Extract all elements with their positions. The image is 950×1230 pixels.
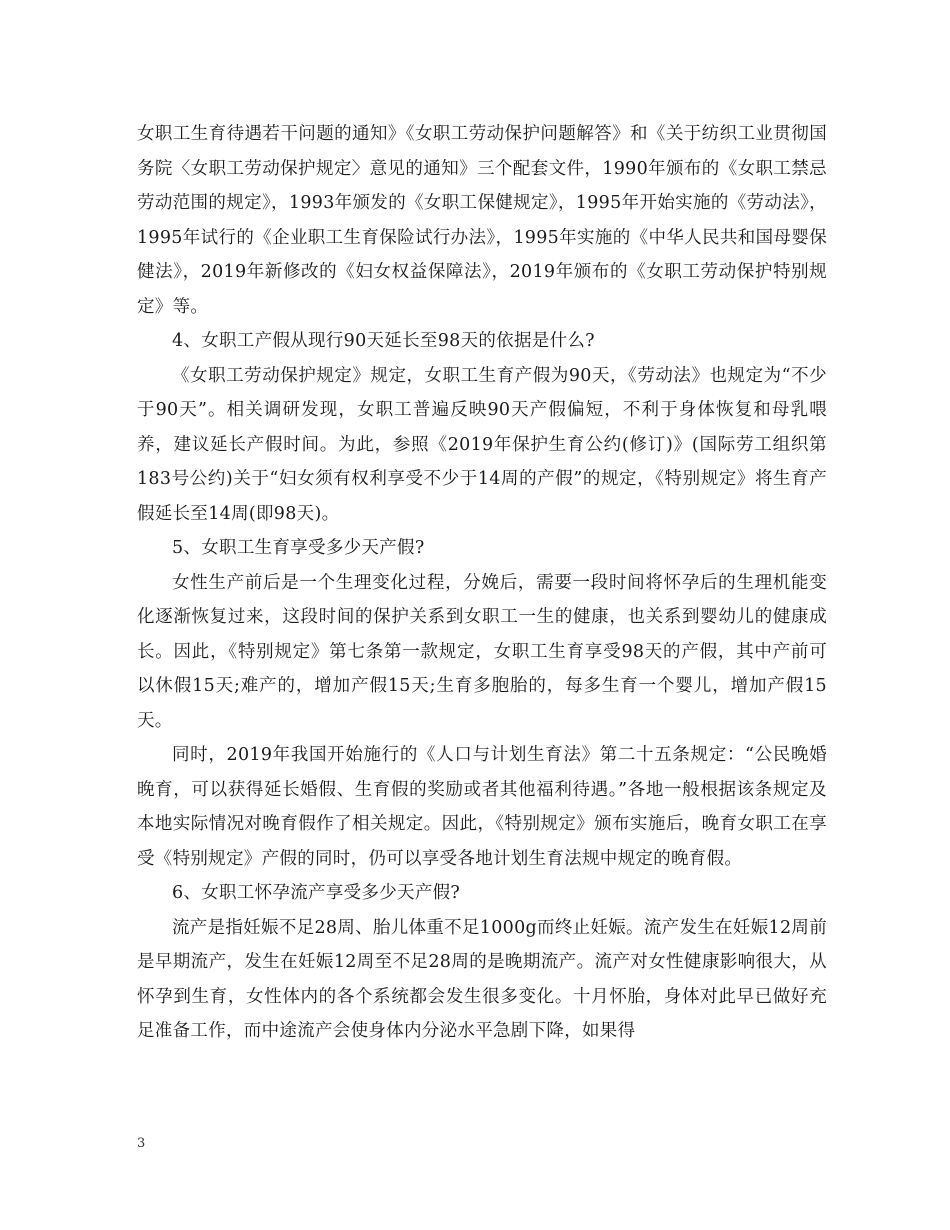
page-number: 3 xyxy=(137,1136,146,1151)
paragraph-miscarriage-leave: 流产是指妊娠不足28周、胎儿体重不足1000g而终止妊娠。流产发生在妊娠12周前是早期流产，发生在妊娠12周至不足28周的是晚期流产。流产对女性健康影响很大，从怀孕到生育，女性体内的各个系统都会发生很多变化。十月怀胎，身体对此早已做好充足准备工作，而中途流产会使身体内分泌水平急剧下降，如果得 xyxy=(137,917,827,1041)
paragraph-continuation: 女职工生育待遇若干问题的通知》《女职工劳动保护问题解答》和《关于纺织工业贯彻国务院〈女职工劳动保护规定〉意见的通知》三个配套文件，1990年颁布的《女职工禁忌劳动范围的规定》，1993年颁发的《女职工保健规定》，1995年开始实施的《劳动法》，1995年试行的《企业职工生育保险试行办法》，1995年实施的《中华人民共和国母婴保健法》，2019年新修改的《妇女权益保障法》，2019年颁布的《女职工劳动保护特别规定》等。 xyxy=(137,124,827,317)
section-heading-5: 5、女职工生育享受多少天产假? xyxy=(172,538,425,558)
document-body xyxy=(137,117,827,1049)
paragraph-maternity-leave-days: 女性生产前后是一个生理变化过程，分娩后，需要一段时间将怀孕后的生理机能变化逐渐恢复过来，这段时间的保护关系到女职工一生的健康，也关系到婴幼儿的健康成长。因此，《特别规定》第七条第一款规定，女职工生育享受98天的产假，其中产前可以休假15天;难产的，增加产假15天;生育多胞胎的，每多生育一个婴儿，增加产假15天。 xyxy=(137,572,827,731)
paragraph-maternity-leave-basis: 《女职工劳动保护规定》规定，女职工生育产假为90天，《劳动法》也规定为“不少于90天”。相关调研发现，女职工普遍反映90天产假偏短，不利于身体恢复和母乳喂养，建议延长产假时间。为此，参照《2019年保护生育公约(修订)》(国际劳工组织第183号公约)关于“妇女须有权利享受不少于14周的产假”的规定，《特别规定》将生育产假延长至14周(即98天)。 xyxy=(137,365,827,524)
section-heading-4: 4、女职工产假从现行90天延长至98天的依据是什么? xyxy=(172,331,595,351)
paragraph-late-childbirth-leave: 同时，2019年我国开始施行的《人口与计划生育法》第二十五条规定：“公民晚婚晚育，可以获得延长婚假、生育假的奖励或者其他福利待遇。”各地一般根据该条规定及本地实际情况对晚育假作了相关规定。因此，《特别规定》颁布实施后，晚育女职工在享受《特别规定》产假的同时，仍可以享受各地计划生育法规中规定的晚育假。 xyxy=(137,745,827,869)
section-heading-6: 6、女职工怀孕流产享受多少天产假? xyxy=(172,883,461,903)
